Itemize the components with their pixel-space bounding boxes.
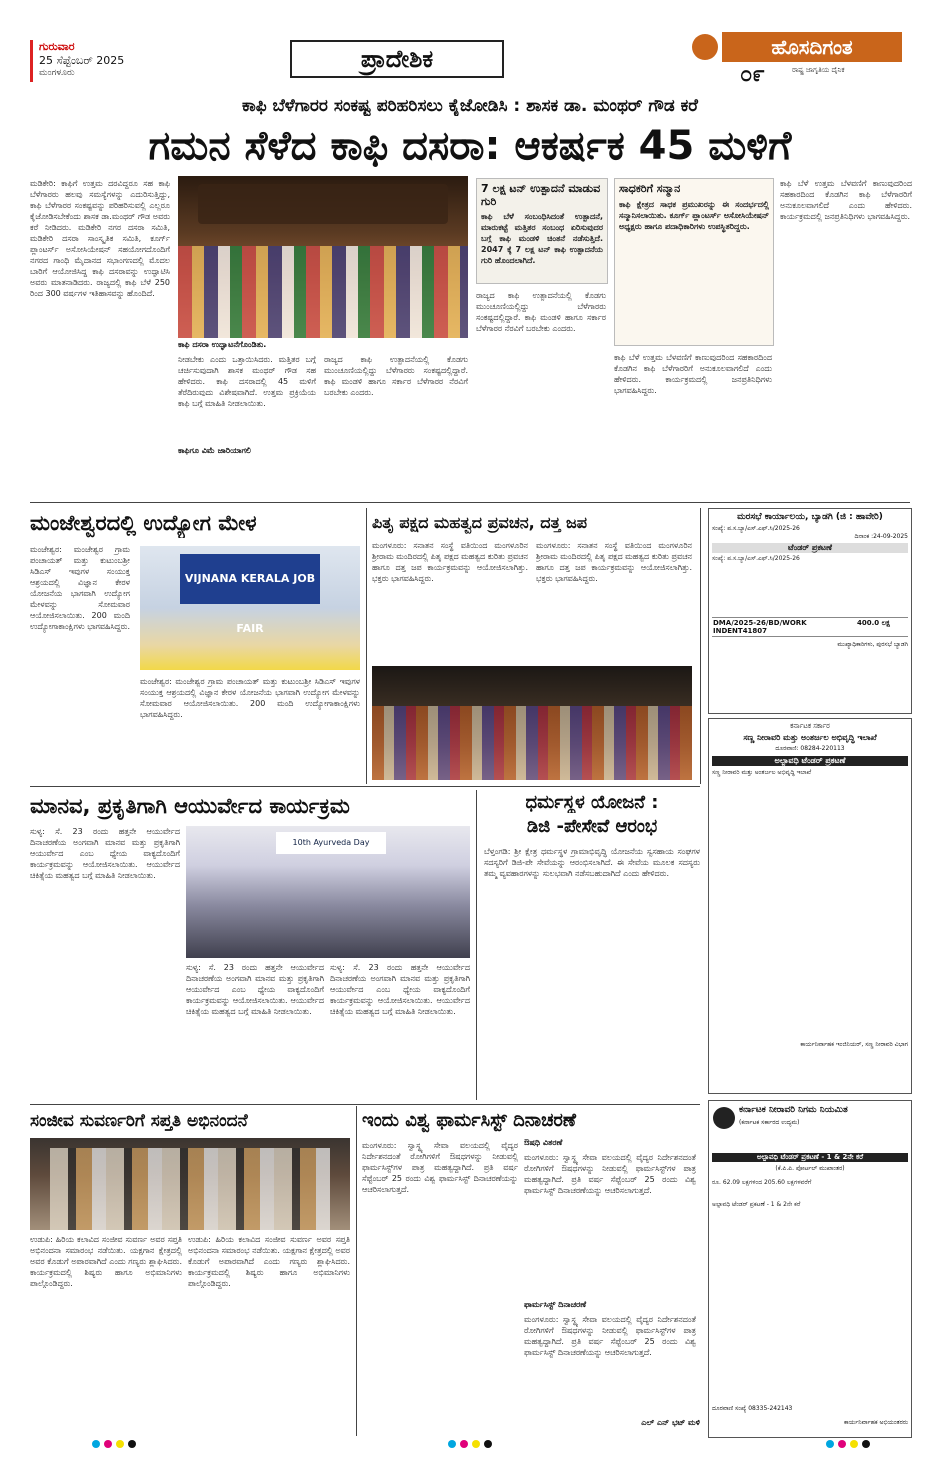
- tender3-phone: ದೂರವಾಣಿ ಸಂಖ್ಯೆ 08335-242143: [712, 1405, 793, 1412]
- tender1-date: ದಿನಾಂಕ :24-09-2025: [854, 533, 908, 540]
- job-fair-photo: [140, 546, 360, 670]
- divider-manjeshwar: [30, 786, 700, 787]
- pitru-photo: [372, 666, 692, 780]
- color-registration-dots-2: [448, 1440, 492, 1448]
- tender1-row: [712, 617, 908, 637]
- tender-ad-3: [708, 1100, 912, 1438]
- tender2-dept: ಕರ್ನಾಟಕ ಸರ್ಕಾರ: [790, 722, 830, 730]
- felicitation-box-text: ಕಾಫಿ ಕ್ಷೇತ್ರದ ಸಾಧಕ ಪ್ರಮುಖರನ್ನು ಈ ಸಂದರ್ಭದಲ್ಲಿ ಸನ್ಮಾನಿಸಲಾಯಿತು. ಕೂರ್ಗ್ ಪ್ಲಾಂಟರ್ಸ್ ಅಸೋಸಿಯೇಷನ್ ಅಧ್ಯಕ್ಷರು ಹಾಗೂ ಪದಾಧಿಕಾರಿಗಳು ಉಪಸ್ಥಿತರಿದ್ದರು.: [619, 200, 769, 231]
- masthead: [30, 35, 910, 87]
- lead-headline: ಗಮನ ಸೆಳೆದ ಕಾಫಿ ದಸರಾ: ಆಕರ್ಷಕ 45 ಮಳಿಗೆ: [148, 123, 792, 169]
- kn-logo-icon: [713, 1107, 735, 1129]
- lead-column-4: ರಾಜ್ಯದ ಕಾಫಿ ಉತ್ಪಾದನೆಯಲ್ಲಿ ಕೊಡಗು ಮುಂಚೂಣಿಯಲ್ಲಿದ್ದು ಬೆಳೆಗಾರರು ಸಂಕಷ್ಟದಲ್ಲಿದ್ದಾರೆ. ಕಾಫಿ ಮಂಡಳಿ ಹಾಗೂ ಸರ್ಕಾರ ಬೆಳೆಗಾರರ ನೆರವಿಗೆ ಬರಬೇಕು ಎಂದರು.: [476, 291, 606, 333]
- pharmacist-sub1: ಔಷಧಿ ವಿತರಣೆ: [524, 1138, 563, 1147]
- day-label: ಗುರುವಾರ: [39, 40, 75, 53]
- lead-column-3: ರಾಜ್ಯದ ಕಾಫಿ ಉತ್ಪಾದನೆಯಲ್ಲಿ ಕೊಡಗು ಮುಂಚೂಣಿಯಲ್ಲಿದ್ದು ಬೆಳೆಗಾರರು ಸಂಕಷ್ಟದಲ್ಲಿದ್ದಾರೆ. ಕಾಫಿ ಮಂಡಳಿ ಹಾಗೂ ಸರ್ಕಾರ ಬೆಳೆಗಾರರ ನೆರವಿಗೆ ಬರಬೇಕು ಎಂದರು.: [324, 355, 468, 397]
- divider-v1: [366, 508, 367, 784]
- pitru-audience: [372, 706, 692, 780]
- photo-caption: ಕಾಫಿ ದಸರಾ ಉದ್ಘಾಟನೆಗೊಂಡಿತು.: [178, 340, 267, 349]
- sanjeeva-text: ಉಡುಪಿ: ಹಿರಿಯ ಕಲಾವಿದ ಸಂಜೀವ ಸುವರ್ಣ ಅವರ ಸಪ್ತತಿ ಅಭಿನಂದನಾ ಸಮಾರಂಭ ನಡೆಯಿತು. ಯಕ್ಷಗಾನ ಕ್ಷೇತ್ರದಲ್ಲಿ ಅವರ ಕೊಡುಗೆ ಅಪಾರವಾಗಿದೆ ಎಂದು ಗಣ್ಯರು ಶ್ಲಾಘಿಸಿದರು. ಕಾರ್ಯಕ್ರಮದಲ್ಲಿ ಶಿಷ್ಯರು ಹಾಗೂ ಅಭಿಮಾನಿಗಳು ಪಾಲ್ಗೊಂಡಿದ್ದರು.: [30, 1235, 182, 1288]
- lamp-icon: [692, 34, 718, 60]
- tender1-row-code: DMA/2025-26/BD/WORK INDENT41807: [713, 619, 807, 635]
- divider-ayurveda: [30, 1104, 700, 1105]
- tender3-org-sub: (ಕರ್ನಾಟಕ ಸರ್ಕಾರದ ಉದ್ಯಮ): [739, 1119, 800, 1126]
- tender1-ref: ಸಂಖ್ಯೆ: ಪ.ಸ.ಬ್ಯಾ/ಎಸ್.ಎಫ್.ಸಿ/2025-26: [712, 525, 800, 532]
- tender1-title: ಟೆಂಡರ್ ಪ್ರಕಟಣೆ: [712, 543, 908, 553]
- pharmacist-sub2: ಫಾರ್ಮಸಿಸ್ಟ್ ದಿನಾಚರಣೆ: [524, 1300, 587, 1309]
- ayurveda-text: ಸುಳ್ಯ: ಸೆ. 23 ರಂದು ಹತ್ತನೇ ಆಯುರ್ವೇದ ದಿನಾಚರಣೆಯ ಅಂಗವಾಗಿ ಮಾನವ ಮತ್ತು ಪ್ರಕೃತಿಗಾಗಿ ಆಯುರ್ವೇದ ಎಂಬ ಧ್ಯೇಯ ವಾಕ್ಯದೊಂದಿಗೆ ಕಾರ್ಯಕ್ರಮವನ್ನು ಆಯೋಜಿಸಲಾಯಿತು. ಆಯುರ್ವೇದ ಚಿಕಿತ್ಸೆಯ ಮಹತ್ವದ ಬಗ್ಗೆ ಮಾಹಿತಿ ನೀಡಲಾಯಿತು.: [30, 827, 180, 880]
- sanjeeva-people: [50, 1148, 330, 1230]
- felicitation-box: [614, 178, 774, 346]
- ayurveda-headline: ಮಾನವ, ಪ್ರಕೃತಿಗಾಗಿ ಆಯುರ್ವೇದ ಕಾರ್ಯಕ್ರಮ: [30, 794, 350, 818]
- tender3-title: ಅಲ್ಪಾವಧಿ ಟೆಂಡರ್ ಪ್ರಕಟಣೆ - 1 & 2ನೇ ಕರೆ: [712, 1153, 908, 1162]
- pitru-headline: ಪಿತೃ ಪಕ್ಷದ ಮಹತ್ವದ ಪ್ರವಚನ, ದತ್ತ ಜಪ: [372, 513, 588, 532]
- pitru-text: ಮಂಗಳೂರು: ಸನಾತನ ಸಂಸ್ಥೆ ವತಿಯಿಂದ ಮಂಗಳೂರಿನ ಶ್ರೀರಾಮ ಮಂದಿರದಲ್ಲಿ ಪಿತೃ ಪಕ್ಷದ ಮಹತ್ವದ ಕುರಿತು ಪ್ರವಚನ ಹಾಗೂ ದತ್ತ ಜಪ ಕಾರ್ಯಕ್ರಮವನ್ನು ಆಯೋಜಿಸಲಾಗಿತ್ತು. ಭಕ್ತರು ಭಾಗವಹಿಸಿದ್ದರು.: [372, 541, 528, 583]
- date-label: 25 ಸೆಪ್ಟೆಂಬರ್ 2025: [39, 54, 125, 67]
- manjeshwar-text: ಮಂಜೇಶ್ವರ: ಮಂಜೇಶ್ವರ ಗ್ರಾಮ ಪಂಚಾಯತ್ ಮತ್ತು ಕುಟುಂಬಶ್ರೀ ಸಿಡಿಎಸ್ ಇವುಗಳ ಸಂಯುಕ್ತ ಆಶ್ರಯದಲ್ಲಿ ವಿಜ್ಞಾನ ಕೇರಳ ಯೋಜನೆಯ ಭಾಗವಾಗಿ ಉದ್ಯೋಗ ಮೇಳವನ್ನು ಸೋಮವಾರ ಆಯೋಜಿಸಲಾಯಿತು. 200 ಮಂದಿ ಉದ್ಯೋಗಾಕಾಂಕ್ಷಿಗಳು ಭಾಗವಹಿಸಿದ್ದರು.: [30, 545, 130, 631]
- tender1-office: ಮರಸಭೆ ಕಾರ್ಯಾಲಯ, ಬ್ಯಾಡಗಿ (ಜಿ : ಹಾವೇರಿ): [737, 512, 883, 522]
- tender2-body: ಸಣ್ಣ ನೀರಾವರಿ ಮತ್ತು ಅಂತರ್ಜಲ ಅಭಿವೃದ್ಧಿ ಇಲಾಖೆ: [712, 769, 812, 776]
- sanjeeva-photo: [30, 1138, 350, 1230]
- pharmacist-text: ಮಂಗಳೂರು: ಸ್ವಾಸ್ಥ್ಯ ಸೇವಾ ವಲಯದಲ್ಲಿ ವೈದ್ಯರ ನಿರ್ದೇಶನದಂತೆ ರೋಗಿಗಳಿಗೆ ಔಷಧಗಳನ್ನು ನೀಡುವಲ್ಲಿ ಫಾರ್ಮಸಿಸ್ಟ್‌ಗಳ ಪಾತ್ರ ಮಹತ್ವದ್ದಾಗಿದೆ. ಪ್ರತಿ ವರ್ಷ ಸೆಪ್ಟೆಂಬರ್ 25 ರಂದು ವಿಶ್ವ ಫಾರ್ಮಸಿಸ್ಟ್ ದಿನಾಚರಣೆಯನ್ನು ಆಚರಿಸಲಾಗುತ್ತದೆ.: [362, 1141, 518, 1194]
- lead-col2-subhead: ಕಾಫಿಗೂ ವಿಮೆ ಜಾರಿಯಾಗಲಿ: [178, 446, 251, 455]
- coffee-dasara-photo: [178, 176, 468, 338]
- paper-name: ಹೊಸದಿಗಂತ: [722, 32, 902, 62]
- lead-column-2: ನೀಡಬೇಕು ಎಂದು ಒತ್ತಾಯಿಸಿದರು. ಮತ್ತಿತರ ಬಗ್ಗೆ ಚರ್ಚಿಸುವುದಾಗಿ ಶಾಸಕ ಮಂಥರ್ ಗೌಡ ಸಹ ಹೇಳಿದರು. ಕಾಫಿ ದಸರಾದಲ್ಲಿ 45 ಮಳಿಗೆ ತೆರೆದಿರುವುದು ವಿಶೇಷವಾಗಿದೆ. ಉತ್ತಮ ಪ್ರಕ್ರಿಯೆಯ ಕಾಫಿ ಬಗ್ಗೆ ಮಾಹಿತಿ ನೀಡಲಾಯಿತು.: [178, 355, 316, 408]
- lead-column-6: ಕಾಫಿ ಬೆಳೆ ಉತ್ತಮ ಬೆಳವಣಿಗೆ ಕಾಣುವುದರಿಂದ ಸಹಕಾರದಿಂದ ಕೊಡಗಿನ ಕಾಫಿ ಬೆಳೆಗಾರರಿಗೆ ಅನುಕೂಲವಾಗಲಿದೆ ಎಂದು ಹೇಳಿದರು. ಕಾರ್ಯಕ್ರಮದಲ್ಲಿ ಜನಪ್ರತಿನಿಧಿಗಳು ಭಾಗವಹಿಸಿದ್ದರು.: [780, 179, 912, 221]
- target-box: [476, 178, 608, 284]
- job-fair-banner: VIJNANA KERALA JOB FAIR: [180, 554, 320, 604]
- tender3-amount: ರೂ. 62.09 ಲಕ್ಷಗಳಿಂದ 205.60 ಲಕ್ಷಗಳವರೆಗೆ: [712, 1179, 812, 1186]
- photo-crowd: [178, 246, 468, 338]
- ayurveda-text-3: ಸುಳ್ಯ: ಸೆ. 23 ರಂದು ಹತ್ತನೇ ಆಯುರ್ವೇದ ದಿನಾಚರಣೆಯ ಅಂಗವಾಗಿ ಮಾನವ ಮತ್ತು ಪ್ರಕೃತಿಗಾಗಿ ಆಯುರ್ವೇದ ಎಂಬ ಧ್ಯೇಯ ವಾಕ್ಯದೊಂದಿಗೆ ಕಾರ್ಯಕ್ರಮವನ್ನು ಆಯೋಜಿಸಲಾಯಿತು. ಆಯುರ್ವೇದ ಚಿಕಿತ್ಸೆಯ ಮಹತ್ವದ ಬಗ್ಗೆ ಮಾಹಿತಿ ನೀಡಲಾಯಿತು.: [330, 963, 470, 1016]
- place-label: ಮಂಗಳೂರು: [39, 68, 75, 78]
- ayurveda-text-2: ಸುಳ್ಯ: ಸೆ. 23 ರಂದು ಹತ್ತನೇ ಆಯುರ್ವೇದ ದಿನಾಚರಣೆಯ ಅಂಗವಾಗಿ ಮಾನವ ಮತ್ತು ಪ್ರಕೃತಿಗಾಗಿ ಆಯುರ್ವೇದ ಎಂಬ ಧ್ಯೇಯ ವಾಕ್ಯದೊಂದಿಗೆ ಕಾರ್ಯಕ್ರಮವನ್ನು ಆಯೋಜಿಸಲಾಯಿತು. ಆಯುರ್ವೇದ ಚಿಕಿತ್ಸೆಯ ಮಹತ್ವದ ಬಗ್ಗೆ ಮಾಹಿತಿ ನೀಡಲಾಯಿತು.: [186, 963, 324, 1016]
- ayurveda-banner: 10th Ayurveda Day: [276, 832, 386, 854]
- target-box-title: 7 ಲಕ್ಷ ಟನ್ ಉತ್ಪಾದನೆ ಮಾಡುವ ಗುರಿ: [481, 182, 601, 208]
- sanjeeva-headline: ಸಂಜೀವ ಸುವರ್ಣರಿಗೆ ಸಪ್ತತಿ ಅಭಿನಂದನೆ: [30, 1111, 248, 1131]
- pharmacist-text-2: ಮಂಗಳೂರು: ಸ್ವಾಸ್ಥ್ಯ ಸೇವಾ ವಲಯದಲ್ಲಿ ವೈದ್ಯರ ನಿರ್ದೇಶನದಂತೆ ರೋಗಿಗಳಿಗೆ ಔಷಧಗಳನ್ನು ನೀಡುವಲ್ಲಿ ಫಾರ್ಮಸಿಸ್ಟ್‌ಗಳ ಪಾತ್ರ ಮಹತ್ವದ್ದಾಗಿದೆ. ಪ್ರತಿ ವರ್ಷ ಸೆಪ್ಟೆಂಬರ್ 25 ರಂದು ವಿಶ್ವ ಫಾರ್ಮಸಿಸ್ಟ್ ದಿನಾಚರಣೆಯನ್ನು ಆಚರಿಸಲಾಗುತ್ತದೆ.: [524, 1153, 696, 1195]
- tender-ad-2: [708, 718, 912, 1094]
- date-block: [30, 40, 159, 82]
- pitru-text-2: ಮಂಗಳೂರು: ಸನಾತನ ಸಂಸ್ಥೆ ವತಿಯಿಂದ ಮಂಗಳೂರಿನ ಶ್ರೀರಾಮ ಮಂದಿರದಲ್ಲಿ ಪಿತೃ ಪಕ್ಷದ ಮಹತ್ವದ ಕುರಿತು ಪ್ರವಚನ ಹಾಗೂ ದತ್ತ ಜಪ ಕಾರ್ಯಕ್ರಮವನ್ನು ಆಯೋಜಿಸಲಾಗಿತ್ತು. ಭಕ್ತರು ಭಾಗವಹಿಸಿದ್ದರು.: [536, 541, 692, 583]
- lead-kicker: ಕಾಫಿ ಬೆಳೆಗಾರರ ಸಂಕಷ್ಟ ಪರಿಹರಿಸಲು ಕೈಜೋಡಿಸಿ : ಶಾಸಕ ಡಾ. ಮಂಥರ್ ಗೌಡ ಕರೆ: [242, 96, 698, 116]
- manjeshwar-headline: ಮಂಜೇಶ್ವರದಲ್ಲಿ ಉದ್ಯೋಗ ಮೇಳ: [30, 511, 257, 535]
- manjeshwar-text-2: ಮಂಜೇಶ್ವರ: ಮಂಜೇಶ್ವರ ಗ್ರಾಮ ಪಂಚಾಯತ್ ಮತ್ತು ಕುಟುಂಬಶ್ರೀ ಸಿಡಿಎಸ್ ಇವುಗಳ ಸಂಯುಕ್ತ ಆಶ್ರಯದಲ್ಲಿ ವಿಜ್ಞಾನ ಕೇರಳ ಯೋಜನೆಯ ಭಾಗವಾಗಿ ಉದ್ಯೋಗ ಮೇಳವನ್ನು ಸೋಮವಾರ ಆಯೋಜಿಸಲಾಯಿತು. 200 ಮಂದಿ ಉದ್ಯೋಗಾಕಾಂಕ್ಷಿಗಳು ಭಾಗವಹಿಸಿದ್ದರು.: [140, 677, 360, 719]
- pharmacist-headline: ಇಂದು ವಿಶ್ವ ಫಾರ್ಮಸಿಸ್ಟ್ ದಿನಾಚರಣೆ: [362, 1110, 577, 1131]
- tender3-org: ಕರ್ನಾಟಕ ನೀರಾವರಿ ನಿಗಮ ನಿಯಮಿತ: [739, 1105, 848, 1115]
- ayurveda-photo: [186, 826, 470, 958]
- divider-lead: [30, 502, 910, 503]
- sanjeeva-text-2: ಉಡುಪಿ: ಹಿರಿಯ ಕಲಾವಿದ ಸಂಜೀವ ಸುವರ್ಣ ಅವರ ಸಪ್ತತಿ ಅಭಿನಂದನಾ ಸಮಾರಂಭ ನಡೆಯಿತು. ಯಕ್ಷಗಾನ ಕ್ಷೇತ್ರದಲ್ಲಿ ಅವರ ಕೊಡುಗೆ ಅಪಾರವಾಗಿದೆ ಎಂದು ಗಣ್ಯರು ಶ್ಲಾಘಿಸಿದರು. ಕಾರ್ಯಕ್ರಮದಲ್ಲಿ ಶಿಷ್ಯರು ಹಾಗೂ ಅಭಿಮಾನಿಗಳು ಪಾಲ್ಗೊಂಡಿದ್ದರು.: [188, 1235, 350, 1288]
- tender2-footer: ಕಾರ್ಯನಿರ್ವಾಹಕ ಇಂಜಿನಿಯರ್, ಸಣ್ಣ ನೀರಾವರಿ ವಿಭಾಗ: [800, 1041, 908, 1048]
- target-box-text: ಕಾಫಿ ಬೆಳೆ ಸಂಬಂಧಿಸಿದಂತೆ ಉತ್ಪಾದನೆ, ಮಾರುಕಟ್ಟೆ ಮತ್ತಿತರ ಸಂಬಂಧ ಏರಿಸುವುದರ ಬಗ್ಗೆ ಕಾಫಿ ಮಂಡಳಿ ಚಿಂತನೆ ನಡೆಸುತ್ತಿದೆ. 2047 ಕ್ಕೆ 7 ಲಕ್ಷ ಟನ್ ಕಾಫಿ ಉತ್ಪಾದನೆಯ ಗುರಿ ಹೊಂದಲಾಗಿದೆ.: [481, 212, 603, 265]
- photo-banner: [198, 184, 448, 224]
- divider-v3: [476, 790, 477, 1100]
- tender2-title: ಅಲ್ಪಾವಧಿ ಟೆಂಡರ್ ಪ್ರಕಟಣೆ: [712, 756, 908, 766]
- section-title: ಪ್ರಾದೇಶಿಕ: [290, 40, 504, 78]
- paper-logo: [692, 30, 907, 86]
- divider-v4: [356, 1106, 357, 1436]
- dharmasthala-text: ಬೆಳ್ತಂಗಡಿ: ಶ್ರೀ ಕ್ಷೇತ್ರ ಧರ್ಮಸ್ಥಳ ಗ್ರಾಮಾಭಿವೃದ್ಧಿ ಯೋಜನೆಯ ಸ್ವಸಹಾಯ ಸಂಘಗಳ ಸದಸ್ಯರಿಗೆ ಡಿಜಿ-ಪೇ ಸೇವೆಯನ್ನು ಆರಂಭಿಸಲಾಗಿದೆ. ಈ ಸೇವೆಯ ಮೂಲಕ ಸದಸ್ಯರು ತಮ್ಮ ವ್ಯವಹಾರಗಳನ್ನು ಸುಲಭವಾಗಿ ನಡೆಸಬಹುದಾಗಿದೆ ಎಂದು ಹೇಳಿದರು.: [484, 847, 700, 878]
- tagline: ರಾಷ್ಟ್ರ ಜಾಗೃತಿಯ ದೈನಿಕ: [792, 66, 845, 74]
- color-registration-dots-1: [92, 1440, 136, 1448]
- pharmacist-text-3: ಮಂಗಳೂರು: ಸ್ವಾಸ್ಥ್ಯ ಸೇವಾ ವಲಯದಲ್ಲಿ ವೈದ್ಯರ ನಿರ್ದೇಶನದಂತೆ ರೋಗಿಗಳಿಗೆ ಔಷಧಗಳನ್ನು ನೀಡುವಲ್ಲಿ ಫಾರ್ಮಸಿಸ್ಟ್‌ಗಳ ಪಾತ್ರ ಮಹತ್ವದ್ದಾಗಿದೆ. ಪ್ರತಿ ವರ್ಷ ಸೆಪ್ಟೆಂಬರ್ 25 ರಂದು ವಿಶ್ವ ಫಾರ್ಮಸಿಸ್ಟ್ ದಿನಾಚರಣೆಯನ್ನು ಆಚರಿಸಲಾಗುತ್ತದೆ.: [524, 1315, 696, 1357]
- lead-column-5: ಕಾಫಿ ಬೆಳೆ ಉತ್ತಮ ಬೆಳವಣಿಗೆ ಕಾಣುವುದರಿಂದ ಸಹಕಾರದಿಂದ ಕೊಡಗಿನ ಕಾಫಿ ಬೆಳೆಗಾರರಿಗೆ ಅನುಕೂಲವಾಗಲಿದೆ ಎಂದು ಹೇಳಿದರು. ಕಾರ್ಯಕ್ರಮದಲ್ಲಿ ಜನಪ್ರತಿನಿಧಿಗಳು ಭಾಗವಹಿಸಿದ್ದರು.: [614, 353, 772, 395]
- tender3-sub: (ಕೆ.ಪಿ.ಪಿ. ಪೋರ್ಟಲ್ ಮುಖಾಂತರ): [775, 1165, 845, 1172]
- lead-column-1: ಮಡಿಕೇರಿ: ಕಾಫಿಗೆ ಉತ್ತಮ ದರವಿದ್ದರೂ ಸಹ ಕಾಫಿ ಬೆಳೆಗಾರರು ಹಲವು ಸಮಸ್ಯೆಗಳನ್ನು ಎದುರಿಸುತ್ತಿದ್ದು, ಕಾಫಿ ಬೆಳೆಗಾರರ ಸಂಕಷ್ಟವನ್ನು ಪರಿಹರಿಸುವಲ್ಲಿ ಎಲ್ಲರೂ ಕೈಜೋಡಿಸಬೇಕೆಂದು ಶಾಸಕ ಡಾ.ಮಂಥರ್ ಗೌಡ ಅವರು ಕರೆ ನೀಡಿದರು. ಮಡಿಕೇರಿ ನಗರ ದಸರಾ ಸಮಿತಿ, ಮಡಿಕೇರಿ ದಸರಾ ಸಾಂಸ್ಕೃತಿಕ ಸಮಿತಿ, ಕೂರ್ಗ್ ಪ್ಲಾಂಟರ್ಸ್ ಅಸೋಸಿಯೇಷನ್ ಸಹಯೋಗದೊಂದಿಗೆ ನಗರದ ಗಾಂಧಿ ಮೈದಾನದ ಸಭಾಂಗಣದಲ್ಲಿ ಮೊದಲ ಬಾರಿಗೆ ಆಯೋಜಿಸಿದ್ದ ಕಾಫಿ ದಸರಾವನ್ನು ಉದ್ಘಾಟಿಸಿ ಅವರು ಮಾತನಾಡಿದರು. ರಾಜ್ಯದಲ್ಲಿ ಕಾಫಿ ಬೆಳೆ 250 ರಿಂದ 300 ವರ್ಷಗಳ ಇತಿಹಾಸವನ್ನು ಹೊಂದಿದೆ.: [30, 179, 170, 298]
- tender1-footer: ಮುಖ್ಯಾಧಿಕಾರಿಗಳು, ಪುರಸಭೆ ಬ್ಯಾಡಗಿ: [837, 641, 908, 648]
- pharmacist-byline: ಎಲ್ ಎನ್ ಭಟ್ ಮಳಿ: [641, 1418, 700, 1427]
- tender1-body: ಸಂಖ್ಯೆ: ಪ.ಸ.ಬ್ಯಾ/ಎಸ್.ಎಫ್.ಸಿ/2025-26: [712, 555, 800, 562]
- tender3-footer: ಕಾರ್ಯನಿರ್ವಾಹಕ ಅಭಿಯಂತರರು: [843, 1419, 908, 1426]
- tender1-row-amount: 400.0 ಲಕ್ಷ: [857, 619, 890, 627]
- tender2-office: ಸಣ್ಣ ನೀರಾವರಿ ಮತ್ತು ಅಂತರ್ಜಲ ಅಭಿವೃದ್ಧಿ ಇಲಾಖೆ: [743, 733, 877, 742]
- divider-v2: [700, 508, 701, 784]
- page-number: ೦೯: [740, 62, 765, 87]
- color-registration-dots-3: [826, 1440, 870, 1448]
- tender-ad-1: [708, 508, 912, 714]
- tender2-phone: ದೂರವಾಣಿ: 08284-220113: [775, 745, 845, 752]
- tender3-body: ಅಲ್ಪಾವಧಿ ಟೆಂಡರ್ ಪ್ರಕಟಣೆ - 1 & 2ನೇ ಕರೆ: [712, 1201, 801, 1208]
- felicitation-box-title: ಸಾಧಕರಿಗೆ ಸನ್ಮಾನ: [619, 182, 681, 195]
- dharmasthala-headline-1: ಧರ್ಮಸ್ಥಳ ಯೋಜನೆ :: [525, 792, 659, 813]
- dharmasthala-headline-2: ಡಿಜಿ -ಪೇಸೇವೆ ಆರಂಭ: [526, 816, 658, 837]
